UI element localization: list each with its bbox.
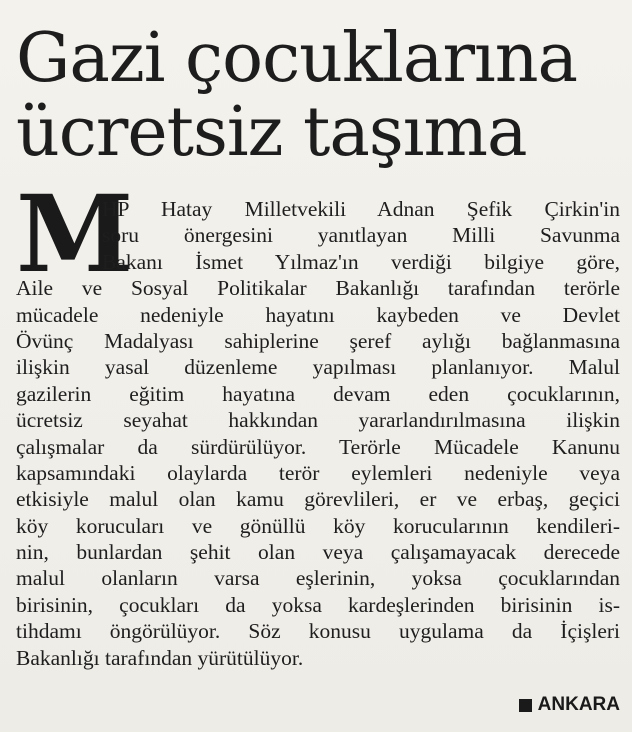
body-line-13: köy korucuları ve gönüllü köy korucularının kendileri- [16,513,620,538]
byline-location: ANKARA [537,694,620,715]
body-line-8: gazilerin eğitim hayatına devam eden çocuklarının, [16,381,620,406]
body-line-6: Övünç Madalyası sahiplerine şeref aylığı bağlanmasına [16,328,620,353]
headline [16,19,626,172]
body-line-18: Bakanlığı tarafından yürütülüyor. [16,645,304,670]
body-line-1: HP Hatay Milletvekili Adnan Şefik Çirkin'in [102,197,620,221]
headline-line-1: Gazi çocuklarına [16,19,578,98]
body-line-12: etkisiyle malul olan kamu görevlileri, er ve erbaş, geçici [16,487,620,512]
article-body [16,171,620,671]
body-line-15: malul olanların varsa eşlerinin, yoksa çocuklarından [16,566,620,591]
body-line-4: Aile ve Sosyal Politikalar Bakanlığı tarafından terörle [16,276,620,301]
body-line-7: ilişkin yasal düzenleme yapılması planlanıyor. Malul [16,355,620,380]
body-line-3: Bakanı İsmet Yılmaz'ın verdiği bilgiye göre, [102,249,620,274]
bullet-square-icon [519,699,532,712]
body-line-11: kapsamındaki olaylarda terör eylemleri nedeniyle veya [16,460,620,485]
body-line-9: ücretsiz seyahat hakkından yararlandırılmasına ilişkin [16,408,620,433]
drop-cap: M [16,171,128,296]
body-line-10: çalışmalar da sürdürülüyor. Terörle Mücadele Kanunu [16,434,620,459]
body-line-14: nin, bunlardan şehit olan veya çalışamayacak derecede [16,540,620,565]
byline [519,694,620,716]
body-line-16: birisinin, çocukları da yoksa kardeşlerinden birisinin is- [16,592,620,617]
body-line-17: tihdamı öngörülüyor. Söz konusu uygulama da İçişleri [16,619,620,644]
body-line-5: mücadele nedeniyle hayatını kaybeden ve Devlet [16,302,620,327]
headline-line-2: ücretsiz taşıma [16,93,527,172]
body-line-2: soru önergesini yanıtlayan Milli Savunma [102,223,620,248]
